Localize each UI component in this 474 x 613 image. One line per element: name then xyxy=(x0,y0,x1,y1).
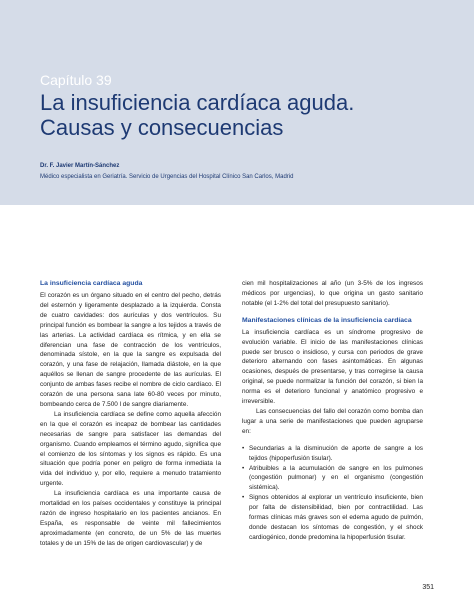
author-name: Dr. F. Javier Martín-Sánchez xyxy=(40,163,120,169)
list-item: • Signos obtenidos al explorar un ventrículo insuficiente, bien por falta de distensibilidad, bien por contractilidad. Las formas clínicas más graves son el edema agudo de pulmón, donde destacan los síntomas de congestión, y el shock cardiogénico, donde predomina la hipoperfusión tisular. xyxy=(242,493,423,543)
page-number: 351 xyxy=(422,584,434,591)
section-heading-clinical-manifestations: Manifestaciones clínicas de la insuficiencia cardíaca xyxy=(242,316,412,324)
page-title xyxy=(40,90,354,140)
list-item: • Secundarias a la disminución de aporte de sangre a los tejidos (hipoperfusión tisular). xyxy=(242,444,423,464)
chapter-label: Capítulo 39 xyxy=(40,72,112,88)
left-column xyxy=(40,279,221,549)
manifestations-list xyxy=(242,444,423,543)
author-affiliation: Médico especialista en Geriatría. Servicio de Urgencias del Hospital Clínico San Carlos, Madrid xyxy=(40,174,294,180)
body-paragraph: La insuficiencia cardíaca es un síndrome progresivo de evolución variable. El inicio de las manifestaciones clínicas puede ser brusco o insidioso, y cursa con periodos de grave deterioro alternando con fases asintomáticas. En algunas ocasiones, después de presentarse, y tras corregirse la causa original, se puede normalizar la función del corazón, si bien la norma es el deterioro funcional y anatómico progresivo e irreversible. xyxy=(242,328,423,406)
header-band xyxy=(0,0,474,205)
list-item: • Atribuibles a la acumulación de sangre en los pulmones (congestión pulmonar) y en el organismo (congestión sistémica). xyxy=(242,464,423,494)
body-paragraph: La insuficiencia cardíaca es una importante causa de mortalidad en los países occidentales y constituye la principal razón de ingreso hospitalario en los pacientes ancianos. En España, es responsable de veinte mil fallecimientos aproximadamente (en concreto, de un 5% de las muertes totales y de un 15% de las de origen cardiovascular) y de xyxy=(40,490,221,547)
body-paragraph-continuation: cien mil hospitalizaciones al año (un 3-5% de los ingresos médicos por urgencias), lo que origina un gasto sanitario notable (el 1-2% del total del presupuesto sanitario). xyxy=(242,280,423,307)
right-column xyxy=(242,279,423,543)
body-paragraph: El corazón es un órgano situado en el centro del pecho, detrás del esternón y ligeramente desplazado a la izquierda. Consta de cuatro cavidades: dos aurículas y dos ventrículos. Su principal función es bombear la sangre a los tejidos a través de las arterias. La actividad cardíaca es rítmica, y en ella se diferencian una fase de contracción de los ventrículos, denominada sístole, en la que la sangre es expulsada del corazón, y una fase de relajación, llamada diástole, en la que aquéllos se llenan de sangre procedente de las aurículas. El conjunto de ambas fases recibe el nombre de ciclo cardíaco. El corazón de una persona sana late 60-80 veces por minuto, bombeando cerca de 7.500 l de sangre diariamente. xyxy=(40,292,221,408)
body-paragraph: La insuficiencia cardíaca se define como aquella afección en la que el corazón es incapaz de bombear las cantidades necesarias de sangre para satisfacer las demandas del organismo. Cuando empleamos el término agudo, significa que el comienzo de los síntomas y los signos es rápido. Es una situación que podría poner en peligro de forma inmediata la vida del individuo y, por ello, requiere a menudo tratamiento urgente. xyxy=(40,410,221,488)
section-heading-acute-heart-failure: La insuficiencia cardíaca aguda xyxy=(40,280,143,287)
body-paragraph: Las consecuencias del fallo del corazón como bomba dan lugar a una serie de manifestaciones que pueden agruparse en: xyxy=(242,407,423,435)
title-line-1: La insuficiencia cardíaca aguda. xyxy=(40,90,355,115)
title-line-2: Causas y consecuencias xyxy=(40,115,284,140)
